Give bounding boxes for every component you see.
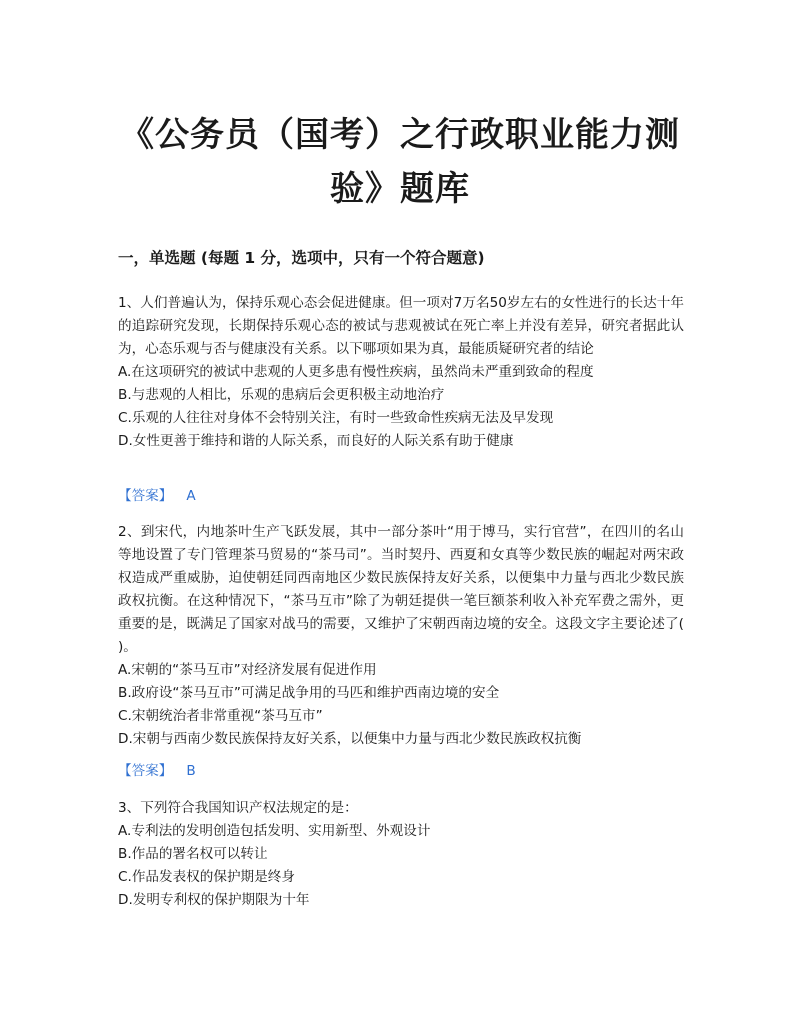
option-c: C.作品发表权的保护期是终身 (118, 869, 295, 885)
section-heading: 一，单选题 (每题 1 分，选项中，只有一个符合题意) (118, 249, 485, 267)
title-line-2: 验》题库 (330, 169, 470, 209)
question-2 (118, 521, 684, 751)
option-b: B.政府设“茶马互市”可满足战争用的马匹和维护西南边境的安全 (118, 685, 500, 701)
answer-label: 【答案】 (118, 488, 173, 504)
question-stem: 2、到宋代，内地茶叶生产飞跃发展，其中一部分茶叶“用于博马，实行官营”，在四川的名山等地设置了专门管理茶马贸易的“茶马司”。当时契丹、西夏和女真等少数民族的崛起对两宋政权造成严重威胁，迫使朝廷同西南地区少数民族保持友好关系，以便集中力量与西北少数民族政权抗衡。在这种情况下，“茶马互市”除了为朝廷提供一笔巨额茶利收入补充军费之需外，更重要的是，既满足了国家对战马的需要，又维护了宋朝西南边境的安全。这段文字主要论述了( )。 (118, 524, 684, 655)
option-c: C.宋朝统治者非常重视“茶马互市” (118, 708, 323, 724)
option-c: C.乐观的人往往对身体不会特别关注，有时一些致命性疾病无法及早发现 (118, 410, 554, 426)
answer-2 (118, 760, 196, 783)
question-stem: 1、人们普遍认为，保持乐观心态会促进健康。但一项对7万名50岁左右的女性进行的长达十年的追踪研究发现，长期保持乐观心态的被试与悲观被试在死亡率上并没有差异，研究者据此认为，心态乐观与否与健康没有关系。以下哪项如果为真，最能质疑研究者的结论 (118, 295, 684, 357)
question-stem: 3、下列符合我国知识产权法规定的是： (118, 800, 358, 816)
answer-label: 【答案】 (118, 763, 173, 779)
option-a: A.在这项研究的被试中悲观的人更多患有慢性疾病，虽然尚未严重到致命的程度 (118, 364, 594, 380)
answer-value: B (186, 763, 196, 779)
option-d: D.发明专利权的保护期限为十年 (118, 892, 310, 908)
option-b: B.作品的署名权可以转让 (118, 846, 268, 862)
option-b: B.与悲观的人相比，乐观的患病后会更积极主动地治疗 (118, 387, 445, 403)
option-d: D.宋朝与西南少数民族保持友好关系，以便集中力量与西北少数民族政权抗衡 (118, 731, 582, 747)
title-line-1: 《公务员（国考）之行政职业能力测 (120, 115, 680, 155)
option-a: A.专利法的发明创造包括发明、实用新型、外观设计 (118, 823, 431, 839)
option-d: D.女性更善于维持和谐的人际关系，而良好的人际关系有助于健康 (118, 433, 514, 449)
question-1 (118, 292, 684, 453)
document-title (100, 108, 700, 216)
option-a: A.宋朝的“茶马互市”对经济发展有促进作用 (118, 662, 377, 678)
question-3 (118, 797, 684, 912)
answer-value: A (186, 488, 196, 504)
answer-1 (118, 485, 196, 508)
